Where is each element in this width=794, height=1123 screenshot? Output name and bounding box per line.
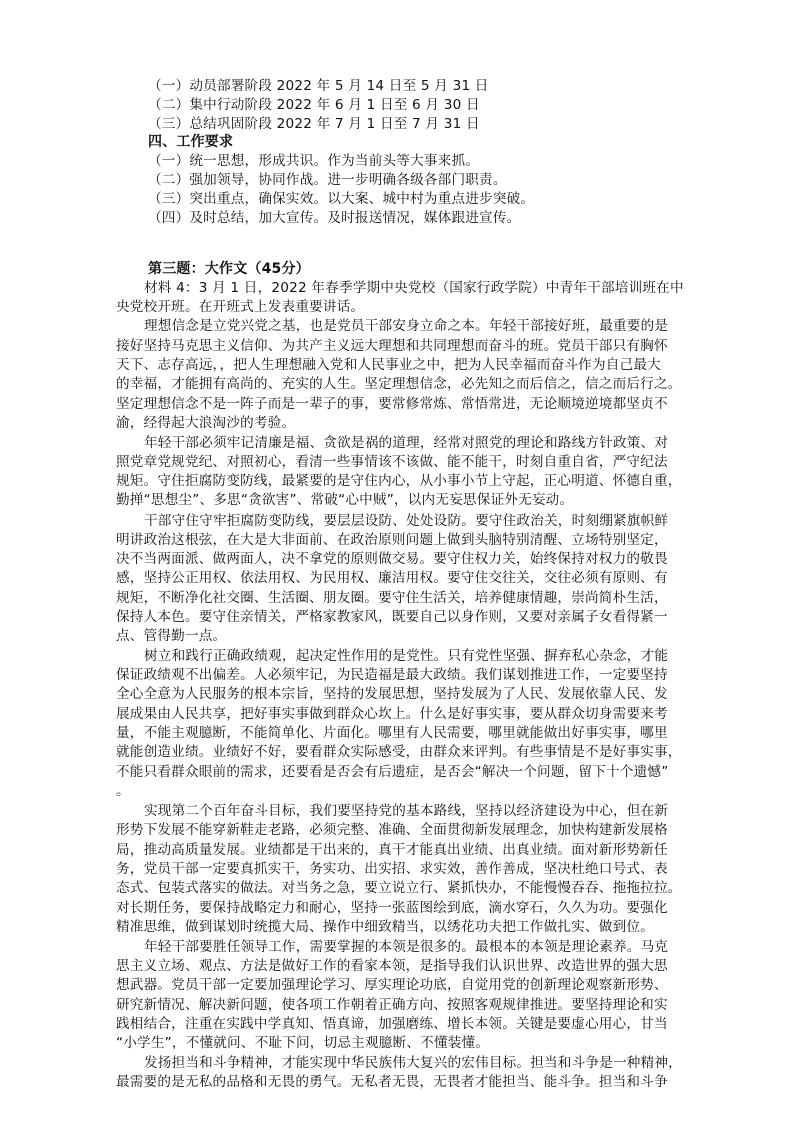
essay-line: 年轻干部要胜任领导工作，需要掌握的本领是很多的。最根本的本领是理论素养。马克 xyxy=(144,939,669,955)
essay-line: 树立和践行正确政绩观，起决定性作用的是党性。只有党性坚强、摒弃私心杂念，才能 xyxy=(144,648,669,664)
essay-line: 干部守住守牢拒腐防变防线，要层层设防、处处设防。要守住政治关，时刻绷紧旗帜鲜 xyxy=(144,513,669,529)
essay-line: 。 xyxy=(116,783,130,799)
requirement-item-4: （四）及时总结，加大宣传。及时报送情况，媒体跟进宣传。 xyxy=(148,210,521,226)
essay-line: 全心全意为人民服务的根本宗旨，坚持的发展思想，坚持发展为了人民、发展依靠人民、发 xyxy=(116,686,668,702)
essay-line: 天下、志存高远，，把人生理想融入党和人民事业之中，把为人民幸福而奋斗作为自己最大 xyxy=(116,357,661,373)
essay-line: 形势下发展不能穿新鞋走老路，必须完整、准确、全面贯彻新发展理念，加快构建新发展格 xyxy=(116,822,668,838)
essay-line: 对长期任务，要保持战略定力和耐心，坚持一张蓝图绘到底，滴水穿石，久久为功。要强化 xyxy=(116,900,668,916)
essay-line: 的幸福，才能拥有高尚的、充实的人生。坚定理想信念，必先知之而后信之，信之而后行之。 xyxy=(116,376,682,392)
essay-line: 展成果由人民共享，把好事实事做到群众心坎上。什么是好事实事，要从群众切身需要来考 xyxy=(116,706,668,722)
essay-line: 研究新情况、解决新问题，使各项工作朝着正确方向、按照客观规律推进。要坚持理论和实 xyxy=(116,997,668,1013)
essay-line: 态式、包装式落实的做法。对当务之急，要立说立行、紧抓快办，不能慢慢吞吞、拖拖拉拉。 xyxy=(116,880,682,896)
essay-line: 照党章党规党纪、对照初心，看清一些事情该不该做、能不能干，时刻自重自省，严守纪法 xyxy=(116,454,668,470)
schedule-item-3: （三）总结巩固阶段 2022 年 7 月 1 日至 7 月 31 日 xyxy=(148,116,480,132)
essay-line: 量，不能主观臆断，不能简单化、片面化。哪里有人民需要，哪里就能做出好事实事，哪里 xyxy=(116,725,668,741)
essay-line: 思主义立场、观点、方法是做好工作的看家本领，是指导我们认识世界、改造世界的强大思 xyxy=(116,958,668,974)
essay-line: 材料 4：3 月 1 日，2022 年春季学期中央党校（国家行政学院）中青年干部培训班在中 xyxy=(144,280,684,296)
requirement-item-1: （一）统一思想，形成共识。作为当前头等大事来抓。 xyxy=(148,153,480,169)
essay-line: 就能创造业绩。业绩好不好，要看群众实际感受，由群众来评判。有些事情是不是好事实事， xyxy=(116,744,682,760)
essay-line: 明讲政治这根弦，在大是大非面前、在政治原则问题上做到头脑特别清醒、立场特别坚定， xyxy=(116,532,668,548)
essay-line: 务，党员干部一定要真抓实干，务实功、出实招、求实效，善作善成，坚决杜绝口号式、表 xyxy=(116,861,668,877)
essay-line: 接好坚持马克思主义信仰、为共产主义远大理想和共同理想而奋斗的班。党员干部只有胸怀 xyxy=(116,338,668,354)
essay-line: 保持人本色。要守住亲情关，严格家教家风，既要自己以身作则，又要对亲属子女看得紧一 xyxy=(116,609,668,625)
essay-line: 不能只看群众眼前的需求，还要看是否会有后遗症，是否会“解决一个问题，留下十个遗憾” xyxy=(116,764,669,780)
essay-line: 践相结合，注重在实践中学真知、悟真谛，加强磨练、增长本领。关键是要虚心用心，甘当 xyxy=(116,1016,668,1032)
essay-line: 理想信念是立党兴党之基，也是党员干部安身立命之本。年轻干部接好班，最重要的是 xyxy=(144,318,669,334)
essay-line: 央党校开班。在开班式上发表重要讲话。 xyxy=(116,299,365,315)
essay-heading: 第三题：大作文（45分） xyxy=(148,261,310,277)
schedule-item-2: （二）集中行动阶段 2022 年 6 月 1 日至 6 月 30 日 xyxy=(148,97,480,113)
requirements-heading: 四、工作要求 xyxy=(148,134,234,150)
essay-line: 规矩。守住拒腐防变防线，最紧要的是守住内心，从小事小节上守起，正心明道、怀德自重， xyxy=(116,473,682,489)
essay-line: 发扬担当和斗争精神，才能实现中华民族伟大复兴的宏伟目标。担当和斗争是一种精神， xyxy=(144,1055,682,1071)
requirement-item-2: （二）强加领导，协同作战。进一步明确各级各部门职责。 xyxy=(148,172,507,188)
essay-line: 最需要的是无私的品格和无畏的勇气。无私者无畏，无畏者才能担当、能斗争。担当和斗争 xyxy=(116,1074,668,1090)
essay-line: “小学生”，不懂就问、不耻下问，切忌主观臆断、不懂装懂。 xyxy=(116,1035,490,1051)
essay-line: 点、管得勤一点。 xyxy=(116,628,227,644)
requirement-item-3: （三）突出重点，确保实效。以大案、城中村为重点进步突破。 xyxy=(148,191,535,207)
essay-line: 勤掸“思想尘”、多思“贪欲害”、常破“心中贼”，以内无妄思保证外无妄动。 xyxy=(116,492,574,508)
essay-line: 感，坚持公正用权、依法用权、为民用权、廉洁用权。要守住交往关，交往必须有原则、有 xyxy=(116,570,668,586)
essay-line: 精准思维，做到谋划时统揽大局、操作中细致精当，以绣花功夫把工作做扎实、做到位。 xyxy=(116,919,654,935)
essay-line: 决不当两面派、做两面人，决不拿党的原则做交易。要守住权力关，始终保持对权力的敬畏 xyxy=(116,551,668,567)
essay-line: 想武器。党员干部一定要加强理论学习、厚实理论功底，自觉用党的创新理论观察新形势、 xyxy=(116,977,668,993)
essay-line: 保证政绩观不出偏差。人必须牢记，为民造福是最大政绩。我们谋划推进工作，一定要坚持 xyxy=(116,667,668,683)
essay-line: 渝，经得起大浪淘沙的考验。 xyxy=(116,415,296,431)
schedule-item-1: （一）动员部署阶段 2022 年 5 月 14 日至 5 月 31 日 xyxy=(148,78,489,94)
essay-line: 实现第二个百年奋斗目标，我们要坚持党的基本路线，坚持以经济建设为中心，但在新 xyxy=(144,803,669,819)
essay-line: 坚定理想信念不是一阵子而是一辈子的事，要常修常炼、常悟常进，无论顺境逆境都坚贞不 xyxy=(116,396,668,412)
essay-line: 规矩，不断净化社交圈、生活圈、朋友圈。要守住生活关，培养健康情趣，崇尚简朴生活， xyxy=(116,590,668,606)
essay-line: 局，推动高质量发展。业绩都是干出来的，真干才能真出业绩、出真业绩。面对新形势新任 xyxy=(116,842,668,858)
essay-line: 年轻干部必须牢记清廉是福、贪欲是祸的道理，经常对照党的理论和路线方针政策、对 xyxy=(144,435,669,451)
